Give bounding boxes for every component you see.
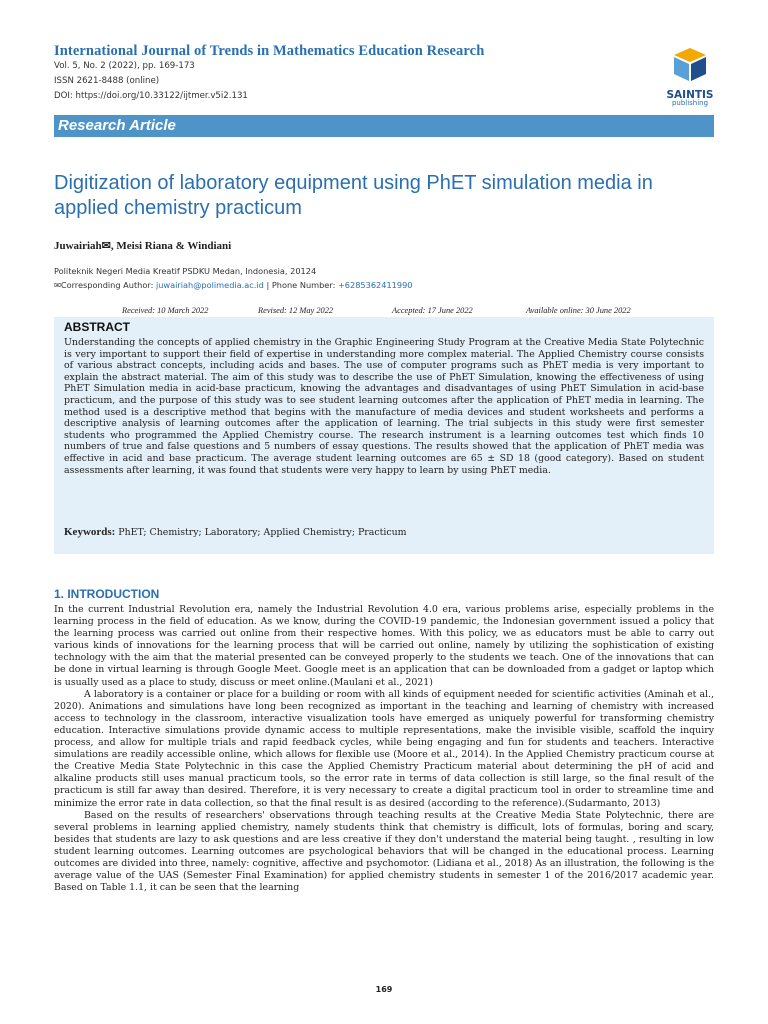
revised-date: Revised: 12 May 2022 <box>258 306 334 315</box>
online-date: Available online: 30 June 2022 <box>526 306 631 315</box>
journal-name: International Journal of Trends in Mathematics Education Research <box>54 43 485 59</box>
article-type-banner <box>54 115 714 137</box>
abstract-text: Understanding the concepts of applied chemistry in the Graphic Engineering Study Program at the Creative Media State Polytechnic is very important to support their field of expertise in understanding more complex material. The Applied Chemistry course consists of various abstract concepts, including acids and bases. The use of computer programs such as PhET media is very important to explain the abstract material. The aim of this study was to describe the use of PhET Simulation, knowing the effectiveness of using PhET Simulation media in acid-base practicum, knowing the advantages and disadvantages of using PhET Simulation in acid-base practicum, and the purpose of this study was to see student learning outcomes after the application of PhET media in learning. The method used is a descriptive method that begins with the manufacture of media devices and student worksheets and performs a descriptive analysis of learning outcomes after the application of learning. The trial subjects in this study were first semester students who programmed the Applied Chemistry course. The research instrument is a learning outcomes test which finds 10 numbers of true and false questions and 5 numbers of essay questions. The results showed that the application of PhET media was effective in acid and base practicum. The average student learning outcomes are 65 ± SD 18 (good category). Based on student assessments after learning, it was found that students were very happy to learn by using PhET media. <box>64 337 704 476</box>
article-title: Digitization of laboratory equipment using PhET simulation media in applied chemistry practicum <box>54 172 653 219</box>
author-list: Juwairiah✉, Meisi Riana & Windiani <box>54 240 232 252</box>
volume-line: Vol. 5, No. 2 (2022), pp. 169-173 <box>54 61 195 71</box>
paragraph: Based on the results of researchers' observations through teaching results at the Creative Media State Polytechnic, there are several problems in learning applied chemistry, namely students think that chemistry is difficult, lots of formulas, boring and scary, besides that students are lazy to ask questions and are less creative if they don't understand the material being taught. , resulting in low student learning outcomes. Learning outcomes are psychological behaviors that will be changed in the educational process. Learning outcomes are divided into three, namely: cognitive, affective and psychomotor. (Lidiana et al., 2018) As an illustration, the following is the average value of the UAS (Semester Final Examination) for applied chemistry students in semester 1 of the 2016/2017 academic year. Based on Table 1.1, it can be seen that the learning <box>54 809 714 894</box>
paragraph: In the current Industrial Revolution era, namely the Industrial Revolution 4.0 era, various problems arise, especially problems in the learning process in the field of education. As we know, during the COVID-19 pandemic, the Indonesian government issued a policy that the learning process was carried out online from their respective homes. With this policy, we as educators must be able to carry out various kinds of innovations for the learning process that will be carried out online, namely by utilizing the sophistication of existing technology with the aim that the material presented can be conveyed properly to the students we teach. One of the innovations that can be done in virtual learning is through Google Meet. Google meet is an application that can be downloaded from a gadget or laptop which is usually used as a place to study, discuss or meet online.(Maulani et al., 2021) <box>54 604 714 688</box>
corresponding-prefix: ✉Corresponding Author: <box>54 280 156 290</box>
phone-prefix: | Phone Number: <box>263 280 338 290</box>
article-type-label: Research Article <box>58 117 176 134</box>
introduction-body <box>54 604 714 894</box>
affiliation: Politeknik Negeri Media Kreatif PSDKU Medan, Indonesia, 20124 <box>54 266 317 276</box>
page-number: 169 <box>375 985 393 994</box>
phone-number[interactable]: +6285362411990 <box>337 280 413 290</box>
accepted-date: Accepted: 17 June 2022 <box>392 306 473 315</box>
received-date: Received: 10 March 2022 <box>122 306 209 315</box>
abstract-heading: ABSTRACT <box>64 320 130 334</box>
corresponding-email-link[interactable]: juwairiah@polimedia.ac.id <box>155 280 264 290</box>
abstract-box <box>54 317 714 554</box>
book-logo-icon <box>670 44 710 84</box>
keywords <box>64 526 704 538</box>
corresponding-author <box>54 280 413 290</box>
logo-subtitle: publishing <box>671 99 709 107</box>
logo-name: SAINTIS <box>666 89 714 101</box>
introduction-heading: 1. INTRODUCTION <box>54 587 160 601</box>
doi-line[interactable]: DOI: https://doi.org/10.33122/ijtmer.v5i2.131 <box>54 91 248 101</box>
issn-line: ISSN 2621-8488 (online) <box>54 76 160 86</box>
publisher-logo <box>655 44 725 107</box>
keywords-list: PhET; Chemistry; Laboratory; Applied Chemistry; Practicum <box>115 527 407 538</box>
paragraph: A laboratory is a container or place for a building or room with all kinds of equipment needed for scientific activities (Aminah et al., 2020). Animations and simulations have long been recognized as important in the teaching and learning of chemistry with increased access to technology in the classroom, interactive visualization tools have emerged as uniquely powerful for transforming chemistry education. Interactive simulations provide dynamic access to multiple representations, make the invisible visible, scaffold the inquiry process, and allow for multiple trials and rapid feedback cycles, while being engaging and fun for students and teachers. Interactive simulations are readily accessible online, which allows for flexible use (Moore et al., 2014). In the Applied Chemistry practicum course at the Creative Media State Polytechnic in this case the Applied Chemistry Practicum material about determining the pH of acid and alkaline products still uses manual practicum tools, so the error rate in terms of data collection is still large, so the final result of the practicum is still far away than desired. Therefore, it is very necessary to create a digital practicum tool in order to streamline time and minimize the error rate in data collection, so that the final result is as desired (according to the reference).(Sudarmanto, 2013) <box>54 688 714 809</box>
keywords-label: Keywords: <box>64 526 116 538</box>
